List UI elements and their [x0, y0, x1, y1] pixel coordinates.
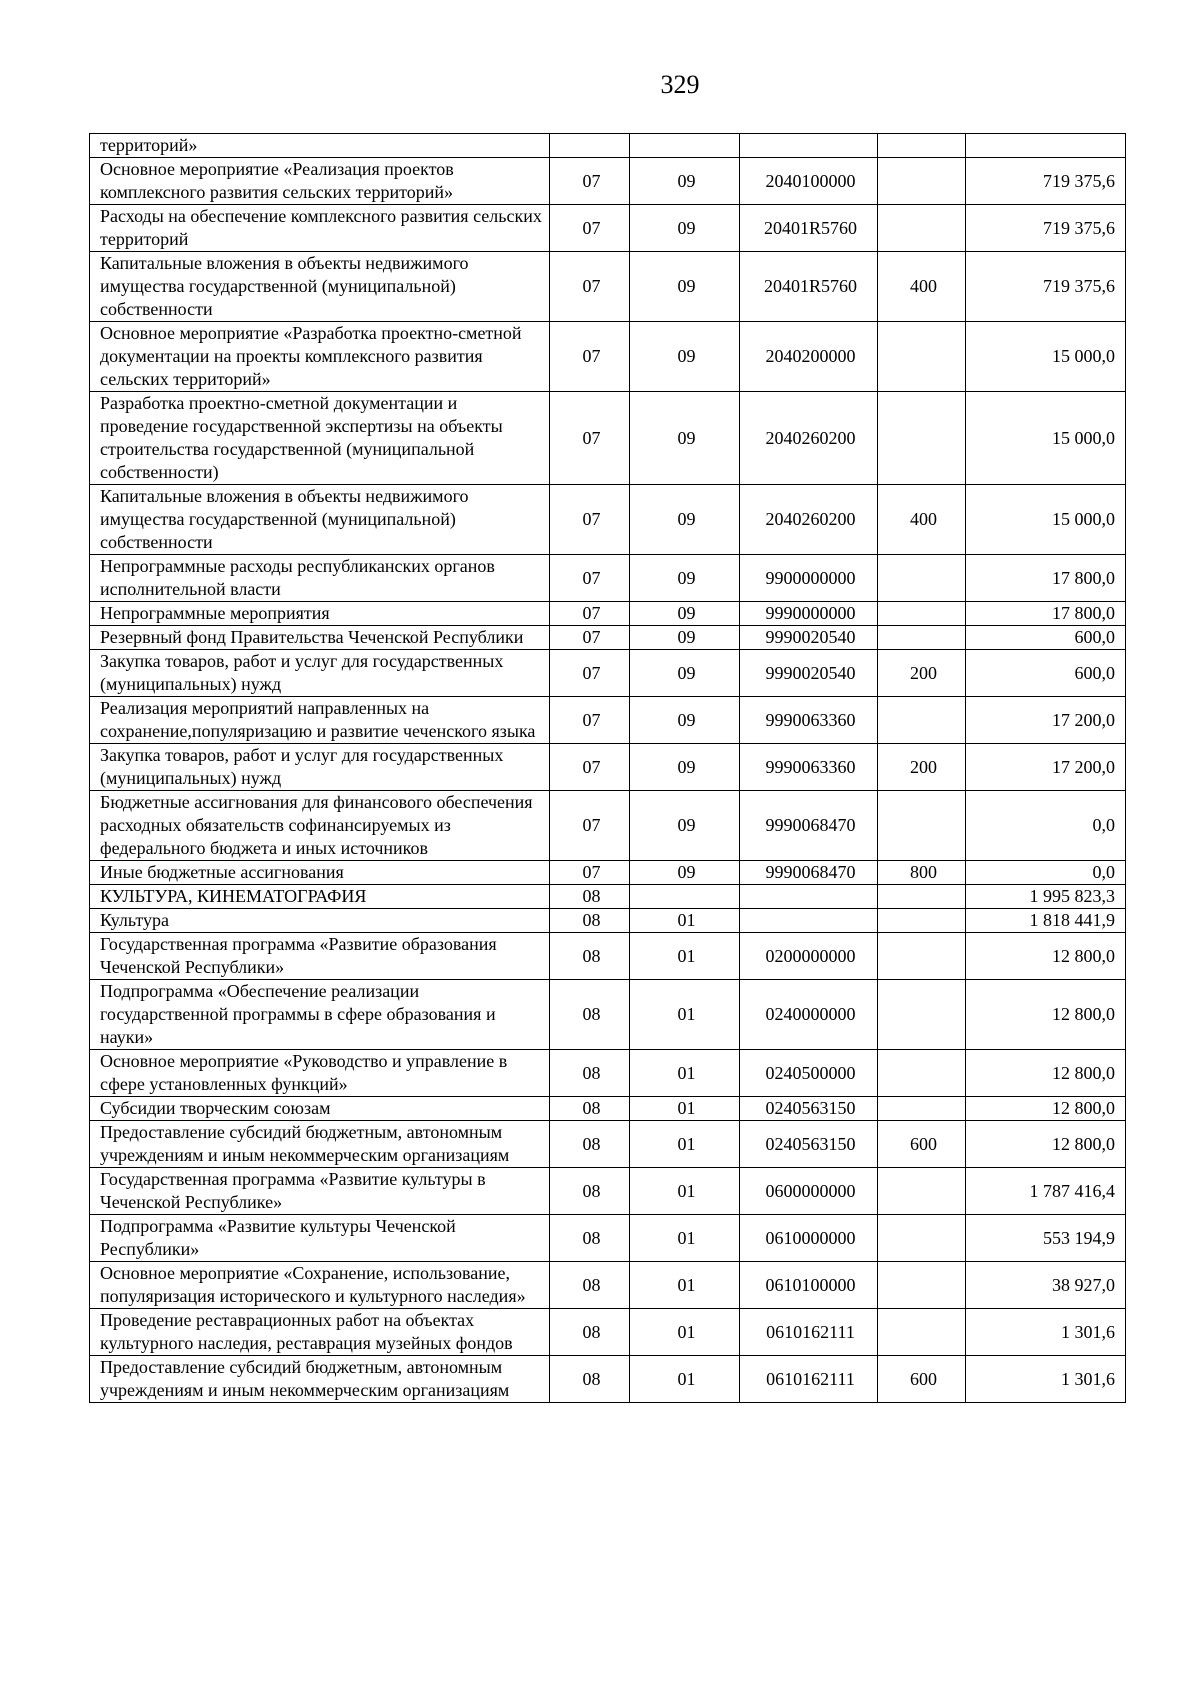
row-section-cell: 08 — [550, 933, 630, 980]
row-target-article-cell: 0240000000 — [740, 980, 878, 1050]
row-expense-type-cell — [878, 205, 966, 252]
table-row — [90, 791, 1126, 861]
row-section-cell: 08 — [550, 1356, 630, 1403]
row-amount-cell: 15 000,0 — [966, 392, 1126, 485]
table-row — [90, 134, 1126, 158]
row-expense-type-cell: 800 — [878, 861, 966, 885]
row-name-cell: Основное мероприятие «Сохранение, использование, популяризация исторического и культурного наследия» — [90, 1262, 550, 1309]
row-amount-cell: 553 194,9 — [966, 1215, 1126, 1262]
row-subsection-cell: 09 — [630, 650, 740, 697]
row-name-cell: Подпрограмма «Обеспечение реализации государственной программы в сфере образования и науки» — [90, 980, 550, 1050]
row-subsection-cell: 01 — [630, 1121, 740, 1168]
row-expense-type-cell: 400 — [878, 485, 966, 555]
row-amount-cell: 38 927,0 — [966, 1262, 1126, 1309]
row-amount-cell: 1 787 416,4 — [966, 1168, 1126, 1215]
table-row — [90, 980, 1126, 1050]
row-target-article-cell: 9990063360 — [740, 744, 878, 791]
table-row — [90, 861, 1126, 885]
row-name-cell: Подпрограмма «Развитие культуры Чеченской Республики» — [90, 1215, 550, 1262]
row-amount-cell: 0,0 — [966, 861, 1126, 885]
row-subsection-cell: 01 — [630, 933, 740, 980]
row-name-cell: Непрограммные мероприятия — [90, 602, 550, 626]
row-name-cell: Предоставление субсидий бюджетным, автономным учреждениям и иным некоммерческим организациям — [90, 1356, 550, 1403]
row-name-cell: Разработка проектно-сметной документации и проведение государственной экспертизы на объекты строительства государственной (муниципальной собственности) — [90, 392, 550, 485]
table-row — [90, 1309, 1126, 1356]
row-subsection-cell: 09 — [630, 555, 740, 602]
row-section-cell: 07 — [550, 392, 630, 485]
row-name-cell: Субсидии творческим союзам — [90, 1097, 550, 1121]
row-name-cell: Непрограммные расходы республиканских органов исполнительной власти — [90, 555, 550, 602]
row-name-cell: Государственная программа «Развитие культуры в Чеченской Республике» — [90, 1168, 550, 1215]
row-target-article-cell — [740, 134, 878, 158]
table-row — [90, 158, 1126, 205]
row-subsection-cell: 01 — [630, 1050, 740, 1097]
row-section-cell: 07 — [550, 158, 630, 205]
row-section-cell: 08 — [550, 1050, 630, 1097]
row-subsection-cell: 09 — [630, 322, 740, 392]
row-amount-cell: 12 800,0 — [966, 1121, 1126, 1168]
row-name-cell: Закупка товаров, работ и услуг для государственных (муниципальных) нужд — [90, 744, 550, 791]
budget-table — [89, 133, 1126, 1403]
row-subsection-cell: 01 — [630, 1262, 740, 1309]
row-subsection-cell: 09 — [630, 392, 740, 485]
row-target-article-cell: 9990020540 — [740, 626, 878, 650]
row-expense-type-cell — [878, 933, 966, 980]
table-row — [90, 909, 1126, 933]
row-expense-type-cell — [878, 1215, 966, 1262]
row-expense-type-cell — [878, 791, 966, 861]
table-row — [90, 885, 1126, 909]
table-row — [90, 1121, 1126, 1168]
row-amount-cell: 17 800,0 — [966, 602, 1126, 626]
row-section-cell: 07 — [550, 650, 630, 697]
row-name-cell: Проведение реставрационных работ на объектах культурного наследия, реставрация музейных фондов — [90, 1309, 550, 1356]
row-expense-type-cell — [878, 602, 966, 626]
row-subsection-cell: 09 — [630, 626, 740, 650]
row-target-article-cell: 9990000000 — [740, 602, 878, 626]
row-section-cell: 08 — [550, 1262, 630, 1309]
row-expense-type-cell — [878, 885, 966, 909]
row-section-cell: 07 — [550, 602, 630, 626]
row-target-article-cell: 9990063360 — [740, 697, 878, 744]
row-name-cell: Основное мероприятие «Реализация проектов комплексного развития сельских территорий» — [90, 158, 550, 205]
row-name-cell: Основное мероприятие «Разработка проектно-сметной документации на проекты комплексного развития сельских территорий» — [90, 322, 550, 392]
row-section-cell: 07 — [550, 697, 630, 744]
row-target-article-cell: 2040260200 — [740, 392, 878, 485]
table-row — [90, 252, 1126, 322]
row-target-article-cell: 2040100000 — [740, 158, 878, 205]
row-section-cell: 08 — [550, 1309, 630, 1356]
table-row — [90, 1262, 1126, 1309]
table-row — [90, 626, 1126, 650]
row-section-cell: 08 — [550, 1168, 630, 1215]
row-expense-type-cell: 200 — [878, 650, 966, 697]
row-amount-cell: 1 301,6 — [966, 1356, 1126, 1403]
row-section-cell: 07 — [550, 485, 630, 555]
table-row — [90, 392, 1126, 485]
row-name-cell: Иные бюджетные ассигнования — [90, 861, 550, 885]
table-row — [90, 650, 1126, 697]
row-expense-type-cell — [878, 322, 966, 392]
row-section-cell: 07 — [550, 791, 630, 861]
table-row — [90, 1356, 1126, 1403]
row-name-cell: Государственная программа «Развитие образования Чеченской Республики» — [90, 933, 550, 980]
row-expense-type-cell — [878, 1050, 966, 1097]
row-amount-cell — [966, 134, 1126, 158]
row-subsection-cell: 09 — [630, 205, 740, 252]
row-section-cell: 08 — [550, 909, 630, 933]
row-target-article-cell: 0610100000 — [740, 1262, 878, 1309]
row-target-article-cell: 20401R5760 — [740, 205, 878, 252]
table-row — [90, 205, 1126, 252]
row-subsection-cell: 01 — [630, 1309, 740, 1356]
row-expense-type-cell — [878, 909, 966, 933]
row-amount-cell: 1 818 441,9 — [966, 909, 1126, 933]
row-name-cell: Резервный фонд Правительства Чеченской Республики — [90, 626, 550, 650]
row-section-cell: 07 — [550, 555, 630, 602]
row-subsection-cell: 01 — [630, 1356, 740, 1403]
row-name-cell: Основное мероприятие «Руководство и управление в сфере установленных функций» — [90, 1050, 550, 1097]
row-section-cell: 07 — [550, 252, 630, 322]
row-expense-type-cell — [878, 1097, 966, 1121]
row-target-article-cell: 0200000000 — [740, 933, 878, 980]
row-target-article-cell: 9990068470 — [740, 861, 878, 885]
row-amount-cell: 719 375,6 — [966, 205, 1126, 252]
row-name-cell: Культура — [90, 909, 550, 933]
row-amount-cell: 17 200,0 — [966, 744, 1126, 791]
row-target-article-cell: 20401R5760 — [740, 252, 878, 322]
row-target-article-cell — [740, 885, 878, 909]
table-row — [90, 697, 1126, 744]
budget-table-body — [90, 134, 1126, 1403]
row-section-cell: 07 — [550, 861, 630, 885]
row-section-cell — [550, 134, 630, 158]
row-amount-cell: 600,0 — [966, 626, 1126, 650]
row-subsection-cell: 01 — [630, 909, 740, 933]
row-expense-type-cell — [878, 1168, 966, 1215]
row-target-article-cell: 9990020540 — [740, 650, 878, 697]
row-section-cell: 08 — [550, 885, 630, 909]
row-section-cell: 07 — [550, 205, 630, 252]
table-row — [90, 1215, 1126, 1262]
row-expense-type-cell — [878, 1309, 966, 1356]
row-subsection-cell: 09 — [630, 485, 740, 555]
row-subsection-cell: 01 — [630, 1097, 740, 1121]
row-amount-cell: 12 800,0 — [966, 1097, 1126, 1121]
row-expense-type-cell — [878, 134, 966, 158]
row-amount-cell: 15 000,0 — [966, 322, 1126, 392]
row-amount-cell: 719 375,6 — [966, 252, 1126, 322]
row-name-cell: Капитальные вложения в объекты недвижимого имущества государственной (муниципальной) собственности — [90, 485, 550, 555]
page-number: 329 — [660, 70, 700, 99]
row-amount-cell: 1 301,6 — [966, 1309, 1126, 1356]
table-row — [90, 1168, 1126, 1215]
row-target-article-cell: 9900000000 — [740, 555, 878, 602]
row-target-article-cell: 0240563150 — [740, 1097, 878, 1121]
row-target-article-cell: 0610162111 — [740, 1309, 878, 1356]
row-name-cell: Закупка товаров, работ и услуг для государственных (муниципальных) нужд — [90, 650, 550, 697]
row-subsection-cell — [630, 134, 740, 158]
row-name-cell: КУЛЬТУРА, КИНЕМАТОГРАФИЯ — [90, 885, 550, 909]
row-expense-type-cell — [878, 980, 966, 1050]
row-subsection-cell: 09 — [630, 861, 740, 885]
row-subsection-cell: 09 — [630, 697, 740, 744]
row-name-cell: Бюджетные ассигнования для финансового обеспечения расходных обязательств софинансируемых из федерального бюджета и иных источников — [90, 791, 550, 861]
table-row — [90, 1050, 1126, 1097]
row-amount-cell: 0,0 — [966, 791, 1126, 861]
row-subsection-cell: 01 — [630, 1215, 740, 1262]
row-target-article-cell: 0600000000 — [740, 1168, 878, 1215]
row-target-article-cell: 0240563150 — [740, 1121, 878, 1168]
row-expense-type-cell — [878, 1262, 966, 1309]
row-name-cell: Реализация мероприятий направленных на сохранение,популяризацию и развитие чеченского языка — [90, 697, 550, 744]
row-subsection-cell: 01 — [630, 980, 740, 1050]
row-amount-cell: 719 375,6 — [966, 158, 1126, 205]
row-expense-type-cell — [878, 626, 966, 650]
row-target-article-cell: 2040260200 — [740, 485, 878, 555]
row-expense-type-cell — [878, 697, 966, 744]
table-row — [90, 322, 1126, 392]
row-section-cell: 07 — [550, 626, 630, 650]
row-subsection-cell: 09 — [630, 791, 740, 861]
row-name-cell: территорий» — [90, 134, 550, 158]
row-expense-type-cell — [878, 392, 966, 485]
row-section-cell: 08 — [550, 980, 630, 1050]
row-section-cell: 08 — [550, 1097, 630, 1121]
row-expense-type-cell: 600 — [878, 1121, 966, 1168]
row-section-cell: 08 — [550, 1215, 630, 1262]
row-expense-type-cell — [878, 555, 966, 602]
row-amount-cell: 17 800,0 — [966, 555, 1126, 602]
row-section-cell: 07 — [550, 322, 630, 392]
row-subsection-cell: 09 — [630, 158, 740, 205]
table-row — [90, 933, 1126, 980]
row-expense-type-cell: 600 — [878, 1356, 966, 1403]
row-section-cell: 07 — [550, 744, 630, 791]
table-row — [90, 744, 1126, 791]
row-amount-cell: 15 000,0 — [966, 485, 1126, 555]
table-row — [90, 1097, 1126, 1121]
row-amount-cell: 12 800,0 — [966, 933, 1126, 980]
row-amount-cell: 1 995 823,3 — [966, 885, 1126, 909]
row-section-cell: 08 — [550, 1121, 630, 1168]
table-row — [90, 602, 1126, 626]
row-subsection-cell — [630, 885, 740, 909]
row-amount-cell: 600,0 — [966, 650, 1126, 697]
table-row — [90, 485, 1126, 555]
row-amount-cell: 17 200,0 — [966, 697, 1126, 744]
row-target-article-cell: 0610162111 — [740, 1356, 878, 1403]
row-target-article-cell — [740, 909, 878, 933]
row-target-article-cell: 0610000000 — [740, 1215, 878, 1262]
row-subsection-cell: 09 — [630, 744, 740, 791]
row-name-cell: Предоставление субсидий бюджетным, автономным учреждениям и иным некоммерческим организациям — [90, 1121, 550, 1168]
row-subsection-cell: 09 — [630, 602, 740, 626]
row-amount-cell: 12 800,0 — [966, 1050, 1126, 1097]
row-expense-type-cell: 200 — [878, 744, 966, 791]
row-expense-type-cell — [878, 158, 966, 205]
table-row — [90, 555, 1126, 602]
row-subsection-cell: 09 — [630, 252, 740, 322]
row-target-article-cell: 0240500000 — [740, 1050, 878, 1097]
row-name-cell: Капитальные вложения в объекты недвижимого имущества государственной (муниципальной) собственности — [90, 252, 550, 322]
row-subsection-cell: 01 — [630, 1168, 740, 1215]
row-amount-cell: 12 800,0 — [966, 980, 1126, 1050]
row-name-cell: Расходы на обеспечение комплексного развития сельских территорий — [90, 205, 550, 252]
row-target-article-cell: 9990068470 — [740, 791, 878, 861]
row-target-article-cell: 2040200000 — [740, 322, 878, 392]
row-expense-type-cell: 400 — [878, 252, 966, 322]
